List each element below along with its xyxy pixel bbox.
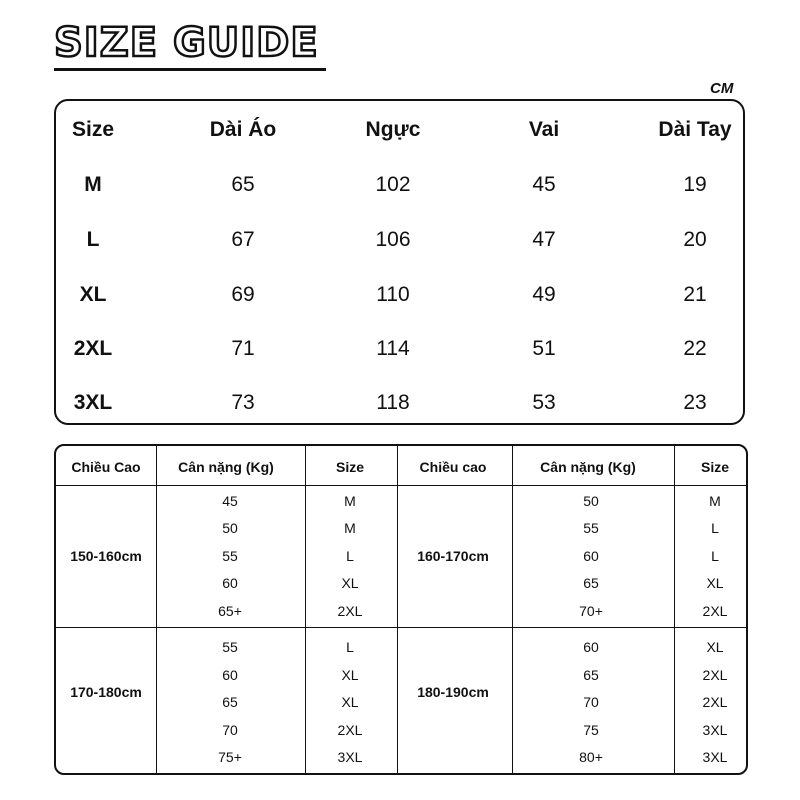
- column-divider: [156, 446, 157, 773]
- size-cell: M: [709, 493, 721, 509]
- chest-cell: 102: [375, 173, 411, 196]
- length-header: Dài Áo: [209, 118, 277, 141]
- weight-cell: 60: [583, 548, 599, 564]
- height-range: 150-160cm: [70, 548, 142, 564]
- weight-cell: 60: [222, 575, 238, 591]
- chest-cell: 114: [376, 337, 410, 360]
- size-cell: 2XL: [702, 694, 728, 710]
- size-cell: 2XL: [73, 337, 113, 360]
- sleeve-cell: 21: [683, 283, 707, 306]
- size-cell: 3XL: [702, 749, 728, 765]
- sleeve-cell: 23: [683, 391, 707, 414]
- length-cell: 71: [231, 337, 255, 360]
- weight-cell: 70: [222, 722, 238, 738]
- size-cell: 2XL: [702, 603, 728, 619]
- sleeve-header: Dài Tay: [658, 118, 732, 141]
- weight-cell: 55: [222, 548, 238, 564]
- weight-cell: 50: [222, 520, 238, 536]
- size-cell: XL: [706, 639, 724, 655]
- unit-label: CM: [710, 80, 734, 97]
- size-cell: 3XL: [73, 391, 113, 414]
- row-divider: [56, 627, 746, 628]
- weight-cell: 55: [222, 639, 238, 655]
- size-cell: M: [344, 520, 356, 536]
- size-cell: XL: [341, 667, 359, 683]
- shoulder-cell: 49: [532, 283, 556, 306]
- chest-cell: 110: [376, 283, 410, 306]
- weight-cell: 80+: [579, 749, 603, 765]
- size-cell: L: [346, 548, 354, 564]
- weight-cell: 75+: [218, 749, 242, 765]
- size-cell: M: [84, 173, 102, 196]
- weight-cell: 60: [583, 639, 599, 655]
- weight-cell: 65+: [218, 603, 242, 619]
- column-divider: [512, 446, 513, 773]
- size-cell: XL: [706, 575, 724, 591]
- weight-cell: 45: [222, 493, 238, 509]
- size-cell: L: [346, 639, 354, 655]
- sleeve-cell: 22: [683, 337, 707, 360]
- shoulder-cell: 53: [532, 391, 556, 414]
- weight-cell: 50: [583, 493, 599, 509]
- length-cell: 69: [231, 283, 255, 306]
- weight-cell: 70+: [579, 603, 603, 619]
- page-title: SIZE GUIDE: [54, 20, 319, 66]
- size-cell: XL: [79, 283, 107, 306]
- height-range: 170-180cm: [70, 684, 142, 700]
- row-divider: [56, 485, 746, 486]
- column-divider: [674, 446, 675, 773]
- chest-header: Ngực: [365, 118, 421, 141]
- weight-cell: 60: [222, 667, 238, 683]
- sleeve-cell: 19: [683, 173, 707, 196]
- column-divider: [305, 446, 306, 773]
- chest-cell: 118: [376, 391, 410, 414]
- shoulder-cell: 45: [532, 173, 556, 196]
- height-range: 160-170cm: [417, 548, 489, 564]
- height-weight-table: [54, 444, 748, 775]
- title-underline: [54, 68, 326, 71]
- size-header: Size: [71, 118, 115, 141]
- weight-cell: 65: [583, 667, 599, 683]
- size-cell: M: [344, 493, 356, 509]
- weight-cell: 70: [583, 694, 599, 710]
- height-range: 180-190cm: [417, 684, 489, 700]
- size-header: Size: [335, 459, 365, 475]
- size-cell: L: [86, 228, 100, 251]
- size-measurement-table: [54, 99, 745, 425]
- size-cell: L: [711, 548, 719, 564]
- weight-cell: 55: [583, 520, 599, 536]
- chest-cell: 106: [375, 228, 411, 251]
- length-cell: 67: [231, 228, 255, 251]
- shoulder-header: Vai: [528, 118, 560, 141]
- size-cell: 2XL: [337, 603, 363, 619]
- shoulder-cell: 51: [532, 337, 556, 360]
- length-cell: 65: [231, 173, 255, 196]
- size-cell: 3XL: [702, 722, 728, 738]
- size-cell: 2XL: [337, 722, 363, 738]
- weight-cell: 65: [222, 694, 238, 710]
- weight-header: Cân nặng (Kg): [178, 459, 274, 475]
- size-cell: XL: [341, 694, 359, 710]
- height-header: Chiều Cao: [71, 459, 141, 475]
- size-cell: L: [711, 520, 719, 536]
- shoulder-cell: 47: [532, 228, 556, 251]
- length-cell: 73: [231, 391, 255, 414]
- weight-cell: 65: [583, 575, 599, 591]
- size-cell: 2XL: [702, 667, 728, 683]
- size-cell: XL: [341, 575, 359, 591]
- size-header: Size: [700, 459, 730, 475]
- weight-cell: 75: [583, 722, 599, 738]
- size-cell: 3XL: [337, 749, 363, 765]
- weight-header: Cân nặng (Kg): [540, 459, 636, 475]
- sleeve-cell: 20: [683, 228, 707, 251]
- column-divider: [397, 446, 398, 773]
- height-header: Chiều cao: [419, 459, 487, 475]
